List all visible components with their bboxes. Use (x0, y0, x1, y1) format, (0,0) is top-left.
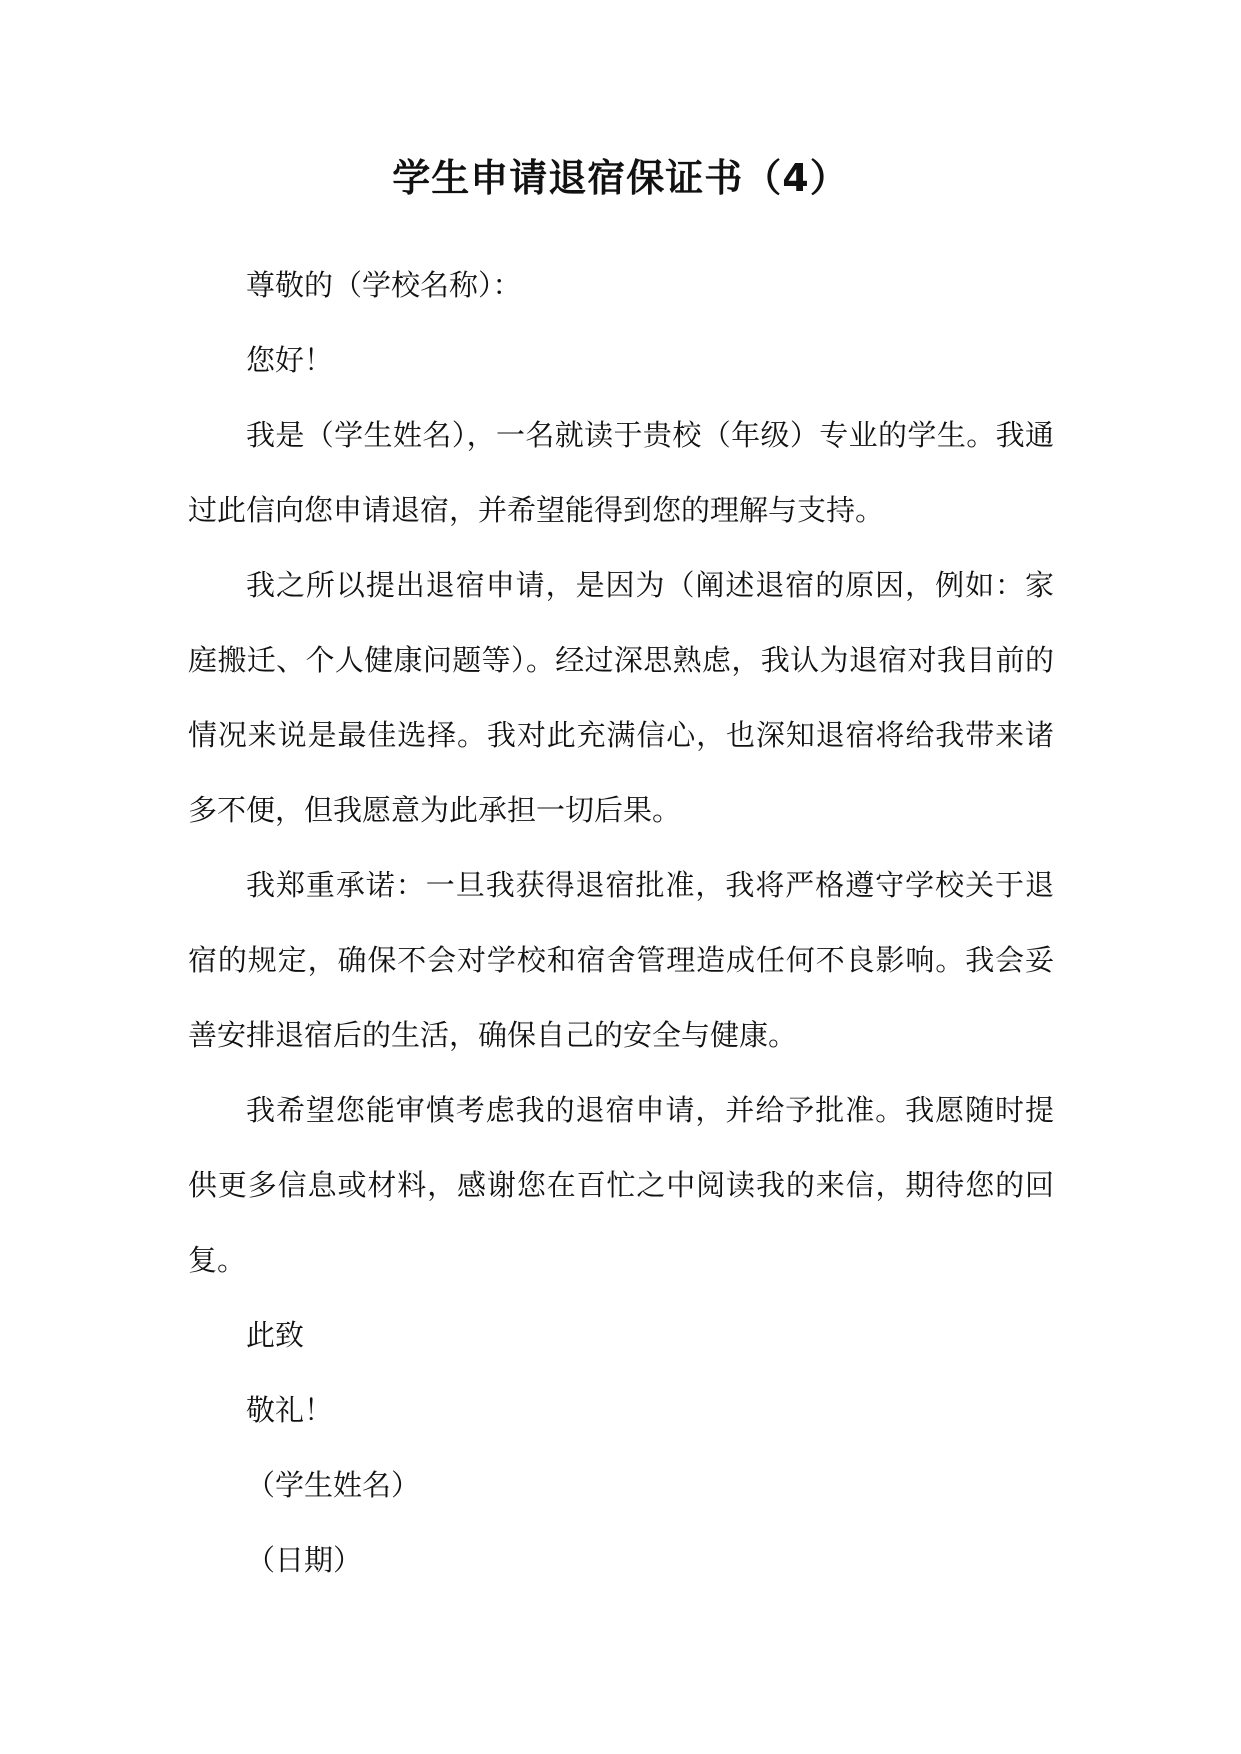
paragraph-reason: 我之所以提出退宿申请，是因为（阐述退宿的原因，例如：家庭搬迁、个人健康问题等）。经过深思熟虑，我认为退宿对我目前的情况来说是最佳选择。我对此充满信心，也深知退宿将给我带来诸多不便，但我愿意为此承担一切后果。 (188, 568, 1054, 827)
paragraph-promise: 我郑重承诺：一旦我获得退宿批准，我将严格遵守学校关于退宿的规定，确保不会对学校和宿舍管理造成任何不良影响。我会妥善安排退宿后的生活，确保自己的安全与健康。 (188, 868, 1054, 1052)
paragraph-request: 我希望您能审慎考虑我的退宿申请，并给予批准。我愿随时提供更多信息或材料，感谢您在百忙之中阅读我的来信，期待您的回复。 (188, 1093, 1054, 1277)
document-title: 学生申请退宿保证书（4） (392, 156, 849, 200)
signature-name: （学生姓名） (246, 1468, 421, 1502)
greeting: 您好！ (246, 343, 334, 377)
salutation: 尊敬的（学校名称）： (246, 268, 522, 302)
document-body (188, 248, 1054, 1598)
closing-line-1: 此致 (246, 1318, 305, 1352)
paragraph-intro: 我是（学生姓名），一名就读于贵校（年级）专业的学生。我通过此信向您申请退宿，并希望能得到您的理解与支持。 (188, 418, 1054, 527)
closing-line-2: 敬礼！ (246, 1393, 334, 1427)
signature-date: （日期） (246, 1543, 363, 1577)
